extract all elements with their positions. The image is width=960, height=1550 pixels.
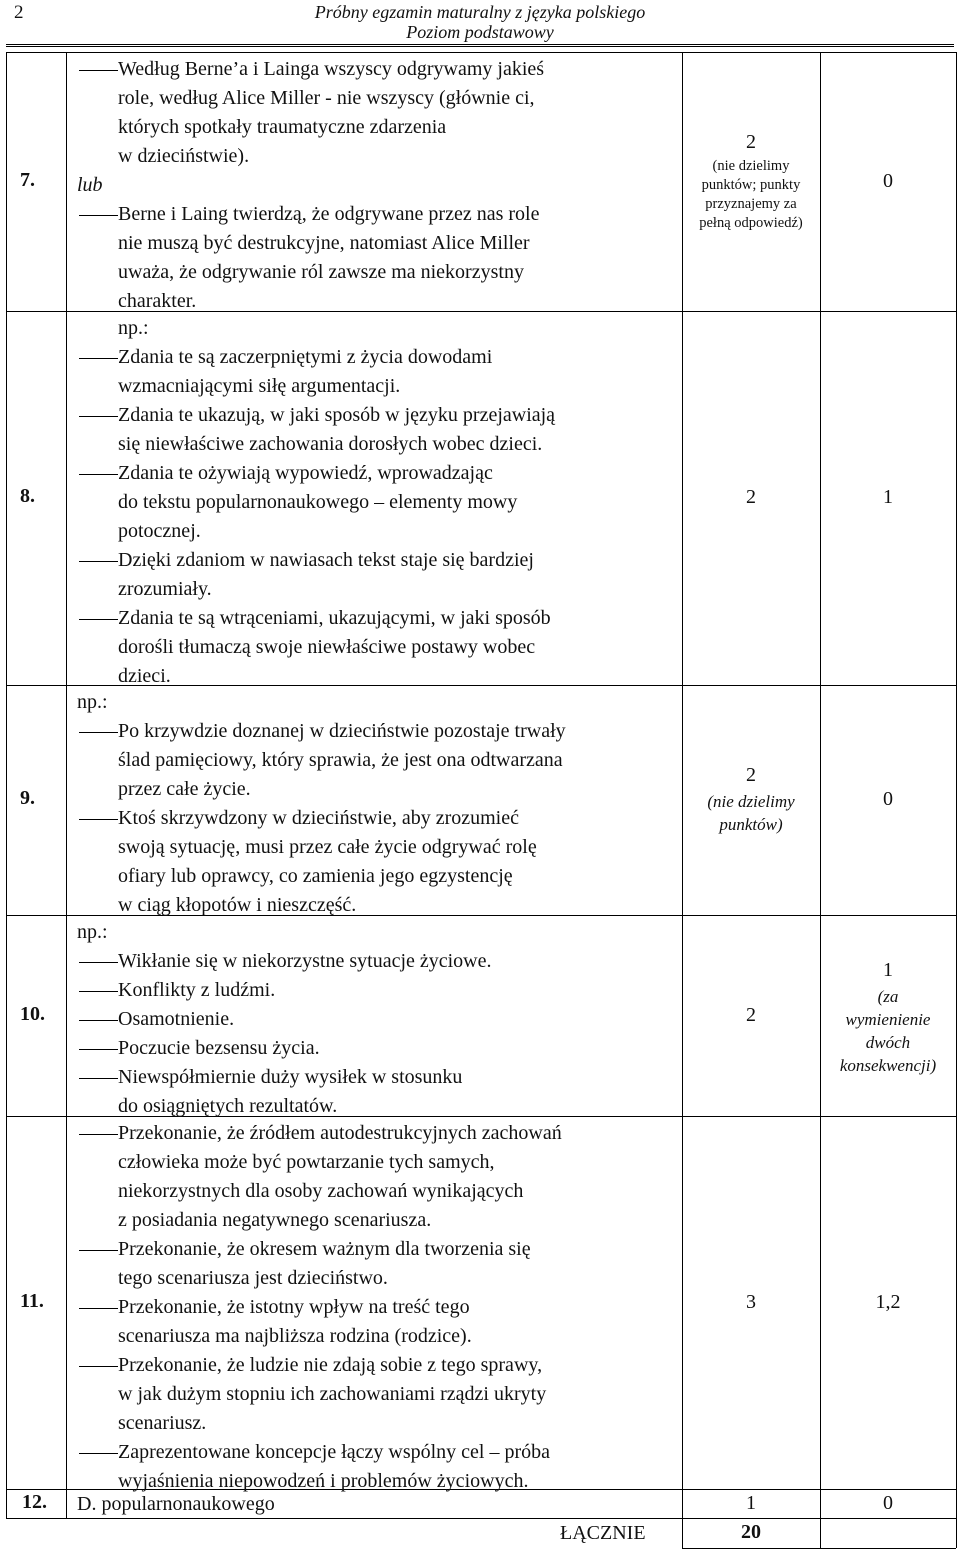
task-number: 8.: [20, 485, 35, 507]
task-number: 9.: [20, 787, 35, 809]
header-divider: [6, 44, 954, 47]
max-points-value: 1: [883, 958, 893, 981]
bullet-dash: [79, 1366, 118, 1367]
answer-line: człowieka może być powtarzanie tych samych,: [118, 1151, 495, 1173]
max-points-value: 0: [883, 1491, 893, 1514]
task-number: 12.: [22, 1490, 47, 1513]
points-value: 2: [746, 764, 756, 786]
answer-line: Ktoś skrzywdzony w dzieciństwie, aby zrozumieć: [118, 807, 519, 829]
points-note: przyznajemy za: [705, 195, 797, 212]
task-number: 10.: [20, 1002, 45, 1025]
table-row-rule: [6, 52, 956, 53]
bullet-dash: [79, 561, 118, 562]
answer-line: potocznej.: [118, 520, 201, 542]
answer-line: dzieci.: [118, 665, 171, 687]
max-points-value: 1,2: [875, 1290, 901, 1313]
bullet-dash: [79, 70, 118, 71]
points-note: pełną odpowiedź): [699, 214, 803, 231]
answer-line: Zdania te ożywiają wypowiedź, wprowadzając: [118, 462, 493, 484]
answer-line: dorośli tłumaczą swoje niewłaściwe postawy wobec: [118, 636, 536, 658]
task-number: 11.: [20, 1289, 44, 1312]
answer-line: Poczucie bezsensu życia.: [118, 1037, 320, 1059]
answer-line: zrozumiały.: [118, 578, 212, 600]
points-note: (nie dzielimy: [707, 792, 795, 811]
answer-line: tego scenariusza jest dzieciństwo.: [118, 1267, 388, 1289]
bullet-dash: [79, 732, 118, 733]
bullet-dash: [79, 1453, 118, 1454]
answer-line: przez całe życie.: [118, 778, 251, 800]
answer-line: np.:: [118, 317, 149, 339]
table-column-rule: [956, 52, 957, 1548]
answer-line: role, według Alice Miller - nie wszyscy (głównie ci,: [118, 87, 535, 109]
answer-line: z posiadania negatywnego scenariusza.: [118, 1209, 432, 1231]
answer-line: Przekonanie, że okresem ważnym dla tworzenia się: [118, 1238, 531, 1260]
bullet-dash: [79, 215, 118, 216]
answer-line: się niewłaściwe zachowania dorosłych wobec dzieci.: [118, 433, 543, 455]
answer-line: ślad pamięciowy, który sprawia, że jest ona odtwarzana: [118, 749, 563, 771]
max-points-note: (za: [877, 986, 899, 1006]
points-value: 1: [746, 1491, 756, 1514]
points-note: punktów): [719, 815, 783, 834]
points-value: 2: [746, 486, 756, 508]
answer-line: Przekonanie, że ludzie nie zdają sobie z tego sprawy,: [118, 1354, 543, 1376]
bullet-dash: [79, 991, 118, 992]
bullet-dash: [79, 1020, 118, 1021]
answer-line: Niewspółmiernie duży wysiłek w stosunku: [118, 1066, 463, 1088]
answer-line: Osamotnienie.: [118, 1008, 235, 1030]
points-value: 3: [746, 1290, 756, 1313]
answer-line: niekorzystnych dla osoby zachowań wynikających: [118, 1180, 524, 1202]
points-note: punktów; punkty: [701, 176, 801, 193]
task-number: 7.: [20, 168, 35, 191]
answer-line: uważa, że odgrywanie ról zawsze ma niekorzystny: [118, 261, 524, 283]
bullet-dash: [79, 474, 118, 475]
bullet-dash: [79, 1134, 118, 1135]
total-points: 20: [741, 1521, 761, 1543]
answer-line: swoją sytuację, musi przez całe życie odgrywać rolę: [118, 836, 537, 858]
answer-line: Berne i Laing twierdzą, że odgrywane przez nas role: [118, 203, 540, 225]
answer-line: Zdania te są zaczerpniętymi z życia dowodami: [118, 346, 493, 368]
points-note: (nie dzielimy: [712, 157, 790, 174]
bullet-dash: [79, 1308, 118, 1309]
answer-line: Zdania te są wtrąceniami, ukazującymi, w jaki sposób: [118, 607, 551, 629]
bullet-dash: [79, 962, 118, 963]
bullet-dash: [79, 1049, 118, 1050]
answer-line: Zaprezentowane koncepcje łączy wspólny cel – próba: [118, 1441, 551, 1463]
page-header: [0, 0, 960, 44]
answer-line: Wikłanie się w niekorzystne sytuacje życiowe.: [118, 950, 492, 972]
max-points-note: wymienienie: [845, 1009, 931, 1029]
points-value: 2: [746, 130, 756, 153]
answer-line: wzmacniającymi siłę argumentacji.: [118, 375, 401, 397]
bullet-dash: [79, 1250, 118, 1251]
answer-line: w dzieciństwie).: [118, 145, 250, 167]
answer-line: scenariusz.: [118, 1412, 207, 1434]
answer-line: Przekonanie, że istotny wpływ na treść tego: [118, 1296, 470, 1318]
exam-level: Poziom podstawowy: [406, 22, 554, 42]
answer-line: Zdania te ukazują, w jaki sposób w języku przejawiają: [118, 404, 556, 426]
bullet-dash: [79, 1078, 118, 1079]
answer-line: scenariusza ma najbliższa rodzina (rodzice).: [118, 1325, 472, 1347]
answer-line: których spotkały traumatyczne zdarzenia: [118, 116, 447, 138]
table-column-rule: [66, 52, 67, 1518]
answer-line: Dzięki zdaniom w nawiasach tekst staje się bardziej: [118, 549, 534, 571]
bullet-dash: [79, 416, 118, 417]
table-column-rule: [6, 52, 7, 1518]
bullet-dash: [79, 819, 118, 820]
max-points-value: 0: [883, 169, 893, 192]
answer-line: Przekonanie, że źródłem autodestrukcyjnych zachowań: [118, 1122, 562, 1144]
answer-line: do tekstu popularnonaukowego – elementy mowy: [118, 491, 518, 513]
bullet-dash: [79, 358, 118, 359]
max-points-value: 0: [883, 788, 893, 810]
bullet-dash: [79, 619, 118, 620]
answer-line: np.:: [77, 921, 108, 943]
page-number: 2: [14, 2, 24, 23]
answer-line: charakter.: [118, 290, 197, 312]
answer-line: ofiary lub oprawcy, co zamienia jego egzystencję: [118, 865, 513, 887]
total-row-rule: [682, 1548, 956, 1549]
answer-line: nie muszą być destrukcyjne, natomiast Alice Miller: [118, 232, 530, 254]
max-points-note: konsekwencji): [839, 1055, 937, 1075]
answer-line: np.:: [77, 691, 108, 713]
points-value: 2: [746, 1003, 756, 1026]
exam-title: Próbny egzamin maturalny z języka polskiego: [314, 2, 646, 22]
answer-line: D. popularnonaukowego: [77, 1493, 275, 1515]
answer-line: lub: [77, 174, 103, 196]
answer-line: w ciąg kłopotów i nieszczęść.: [118, 894, 357, 916]
answer-line: w jak dużym stopniu ich zachowaniami rządzi ukryty: [118, 1383, 547, 1405]
answer-line: wyjaśnienia niepowodzeń i problemów życiowych.: [118, 1470, 529, 1492]
max-points-value: 1: [883, 486, 893, 508]
answer-line: do osiągniętych rezultatów.: [118, 1095, 338, 1117]
total-label: ŁĄCZNIE: [560, 1522, 646, 1544]
answer-line: Konflikty z ludźmi.: [118, 979, 276, 1001]
answer-line: Po krzywdzie doznanej w dzieciństwie pozostaje trwały: [118, 720, 566, 742]
answer-line: Według Berne’a i Lainga wszyscy odgrywamy jakieś: [118, 58, 545, 80]
max-points-note: dwóch: [865, 1032, 911, 1052]
